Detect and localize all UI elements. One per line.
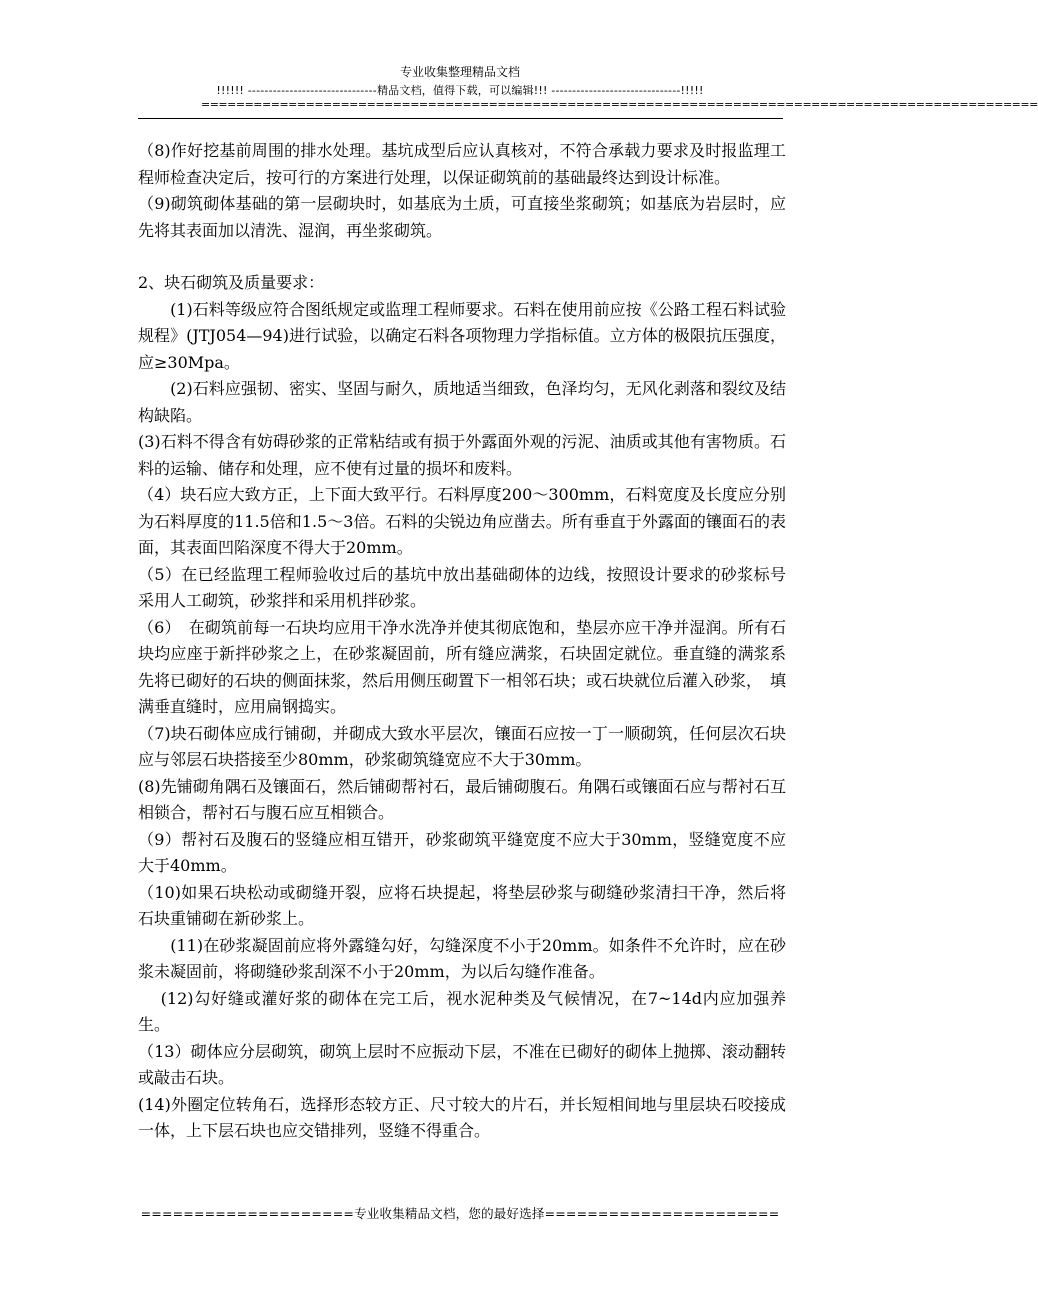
document-body (138, 138, 786, 1145)
paragraph-gap (138, 244, 786, 270)
list-item: （9）帮衬石及腹石的竖缝应相互错开，砂浆砌筑平缝宽度不应大于30mm，竖缝宽度不应大于40mm。 (138, 829, 786, 875)
page-footer: ====================专业收集精品文档，您的最好选择====================== (140, 1206, 780, 1221)
list-item: （4）块石应大致方正，上下面大致平行。石料厚度200～300mm，石料宽度及长度应分别为石料厚度的11.5倍和1.5～3倍。石料的尖锐边角应凿去。所有垂直于外露面的镶面石的表面，其表面凹陷深度不得大于20mm。 (138, 485, 786, 557)
list-item: (12)勾好缝或灌好浆的砌体在完工后，视水泥种类及气候情况，在7~14d内应加强养生。 (138, 988, 786, 1034)
list-item: (8)先铺砌角隅石及镶面石，然后铺砌帮衬石，最后铺砌腹石。角隅石或镶面石应与帮衬石互相锁合，帮衬石与腹石应互相锁合。 (138, 776, 786, 822)
section-title: 2、块石砌筑及质量要求： (138, 273, 325, 292)
list-item: (2)石料应强韧、密实、坚固与耐久，质地适当细致，色泽均匀，无风化剥落和裂纹及结构缺陷。 (138, 379, 786, 425)
list-item: （13）砌体应分层砌筑，砌筑上层时不应振动下层，不准在已砌好的砌体上抛掷、滚动翻转或敲击石块。 (138, 1041, 786, 1087)
list-item: (11)在砂浆凝固前应将外露缝勾好，勾缝深度不小于20mm。如条件不允许时，应在砂浆未凝固前，将砌缝砂浆刮深不小于20mm，为以后勾缝作准备。 (138, 935, 786, 981)
list-item: （6） 在砌筑前每一石块均应用干净水洗净并使其彻底饱和，垫层亦应干净并湿润。所有石块均应座于新拌砂浆之上，在砂浆凝固前，所有缝应满浆，石块固定就位。垂直缝的满浆系先将已砌好的石块的侧面抹浆，然后用侧压砌置下一相邻石块；或石块就位后灌入砂浆， 填满垂直缝时，应用扁钢捣实。 (138, 617, 787, 716)
header-separator: ================================================================================================ (201, 98, 1038, 111)
list-item: (1)石料等级应符合图纸规定或监理工程师要求。石料在使用前应按《公路工程石料试验规程》(JTJ054—94)进行试验，以确定石料各项物理力学指标值。立方体的极限抗压强度，应≥30Mpa。 (138, 299, 786, 372)
header-title: 专业收集整理精品文档 (399, 65, 520, 79)
list-item: (14)外圈定位转角石，选择形态较方正、尺寸较大的片石，并长短相间地与里层块石咬接成一体，上下层石块也应交错排列，竖缝不得重合。 (138, 1094, 786, 1140)
paragraph-9: （9)砌筑砌体基础的第一层砌块时，如基底为土质，可直接坐浆砌筑；如基底为岩层时，应先将其表面加以清洗、湿润，再坐浆砌筑。 (138, 194, 786, 240)
paragraph-8: （8)作好挖基前周围的排水处理。基坑成型后应认真核对，不符合承载力要求及时报监理工程师检查决定后，按可行的方案进行处理，以保证砌筑前的基础最终达到设计标准。 (138, 141, 786, 187)
list-item: (3)石料不得含有妨碍砂浆的正常粘结或有损于外露面外观的污泥、油质或其他有害物质。石料的运输、储存和处理，应不使有过量的损坏和废料。 (138, 432, 786, 478)
header-rule (138, 118, 783, 119)
list-item: （7)块石砌体应成行铺砌，并砌成大致水平层次，镶面石应按一丁一顺砌筑，任何层次石块应与邻层石块搭接至少80mm，砂浆砌筑缝宽应不大于30mm。 (138, 723, 786, 769)
list-item: （5）在已经监理工程师验收过后的基坑中放出基础砌体的边线，按照设计要求的砂浆标号采用人工砌筑，砂浆拌和采用机拌砂浆。 (138, 564, 786, 610)
list-item: （10)如果石块松动或砌缝开裂，应将石块提起，将垫层砂浆与砌缝砂浆清扫干净，然后将石块重铺砌在新砂浆上。 (138, 882, 786, 928)
header-banner: !!!!!! -------------------------------精品文档，值得下载，可以编辑!!! -------------------------------!!!!! (216, 84, 704, 97)
